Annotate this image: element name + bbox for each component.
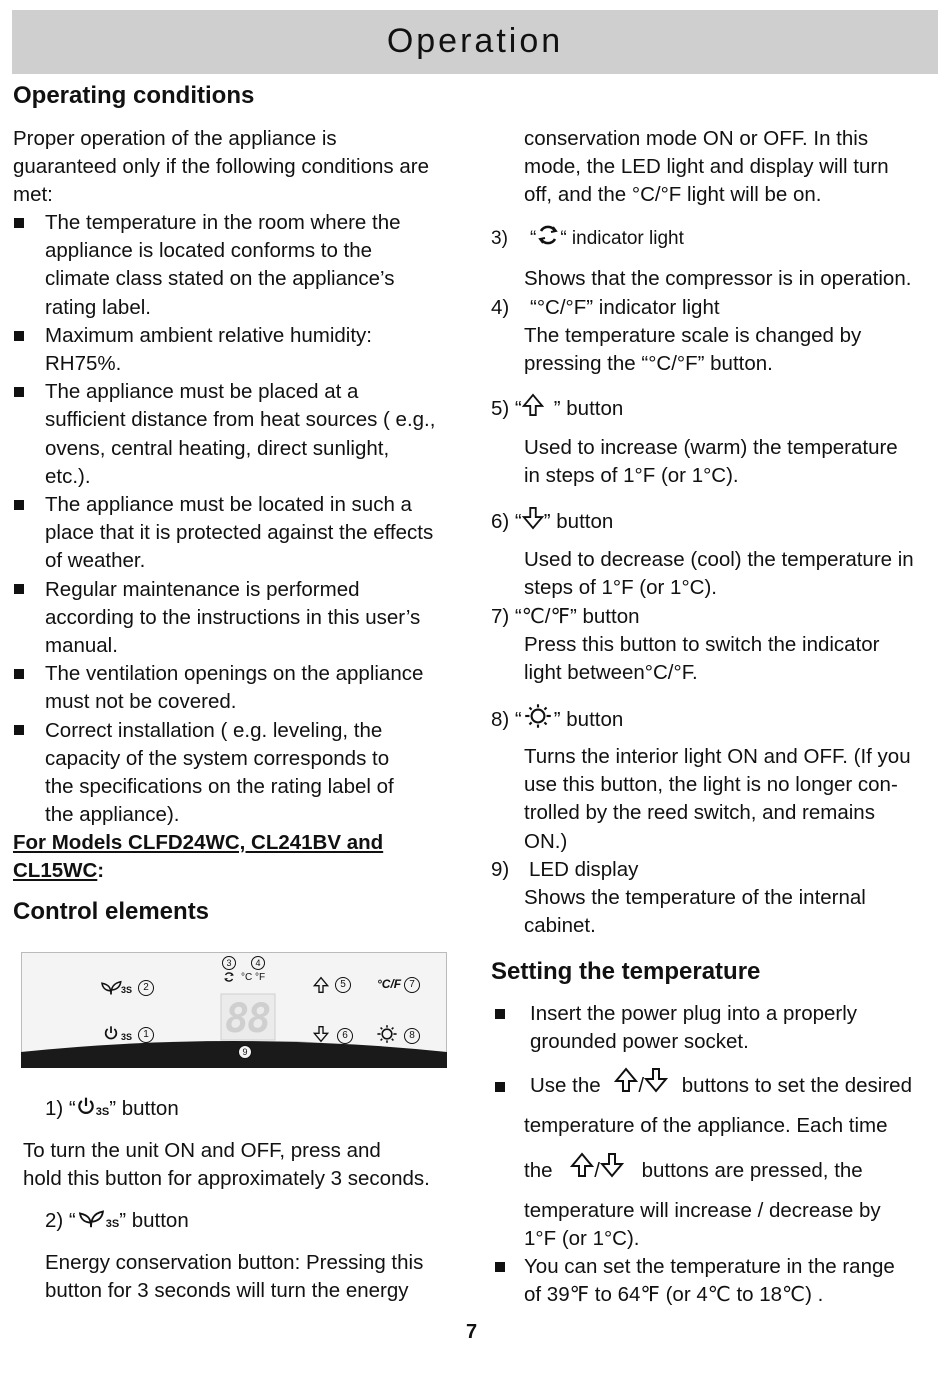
item-7-description: Press this button to switch the indicator light between°C/°F.: [524, 633, 880, 685]
control-panel-figure: 3S 3S °C °F °C/F 88 2 1 3 4 5 6 7 8 9: [21, 952, 447, 1068]
compressor-icon: [536, 223, 560, 247]
list-item: Regular maintenance is performed according to the instructions in this user’s manual.: [45, 577, 421, 658]
cf-button-label: °C/F: [377, 977, 402, 991]
item-7-label: 7) “℃/℉” button: [491, 605, 640, 628]
models-note: For Models CLFD24WC, CL241BV and CL15WC:: [13, 831, 384, 883]
bullet-icon: [495, 1262, 505, 1272]
item-8-label: 8) “ ” button: [491, 703, 623, 734]
list-item: Correct installation ( e.g. leveling, the capacity of the system corresponds to the specifications on the rating label of the appliance).: [45, 718, 394, 827]
callout-7: 7: [404, 977, 420, 993]
item-5-label: 5) “ ” button: [491, 393, 623, 423]
item-9-label: LED display: [529, 858, 639, 881]
list-item: The temperature in the room where the appliance is located conforms to the climate class stated on the appliance’s rating label.: [45, 211, 401, 319]
bullet-icon: [14, 331, 24, 341]
page-title: Operation: [386, 22, 564, 60]
temp-down-icon: [600, 1151, 624, 1179]
setting-step-2-line-2: temperature of the appliance. Each time: [524, 1114, 888, 1137]
item-9-number: 9): [491, 858, 510, 881]
item-3-description: Shows that the compressor is in operation.: [524, 267, 912, 290]
callout-8: 8: [404, 1028, 420, 1044]
power-icon: [103, 1025, 119, 1041]
light-icon: [522, 703, 554, 729]
temp-up-icon: [614, 1066, 638, 1094]
setting-step-2-line-4: temperature will increase / decrease by 1°F (or 1°C).: [524, 1199, 881, 1251]
bullet-icon: [14, 584, 24, 594]
temp-down-icon: [644, 1066, 668, 1094]
item-6-label: 6) “ ” button: [491, 506, 613, 536]
temp-up-icon: [570, 1151, 594, 1179]
power-icon: [76, 1095, 96, 1117]
item-6-description: Used to decrease (cool) the temperature in steps of 1°F (or 1°C).: [524, 548, 914, 600]
temp-up-icon: [522, 393, 544, 417]
temp-down-icon: [522, 506, 544, 530]
item-3-label: “ “ indicator light: [530, 223, 684, 250]
callout-3: 3: [222, 956, 236, 970]
item-5-description: Used to increase (warm) the temperature in steps of 1°F (or 1°C).: [524, 436, 898, 488]
compressor-indicator-icon: [223, 971, 235, 983]
setting-step-1: Insert the power plug into a properly grounded power socket.: [530, 1002, 858, 1054]
item-1-label: 1) “ 3S” button: [45, 1097, 179, 1120]
bullet-icon: [495, 1082, 505, 1092]
intro-text: Proper operation of the appliance is guaranteed only if the following conditions are met:: [13, 127, 429, 207]
temp-down-icon: [313, 1024, 329, 1044]
operating-conditions-heading: Operating conditions: [13, 82, 255, 109]
item-2-description: Energy conservation button: Pressing this button for 3 seconds will turn the energy: [45, 1251, 424, 1303]
item-9-description: Shows the temperature of the internal cabinet.: [524, 886, 866, 938]
bullet-icon: [14, 669, 24, 679]
callout-1: 1: [138, 1027, 154, 1043]
eco-icon: [76, 1207, 106, 1229]
item-4-number: 4): [491, 296, 510, 319]
setting-temperature-heading: Setting the temperature: [491, 958, 761, 985]
item-4-description: The temperature scale is changed by pressing the “°C/°F” button.: [524, 324, 862, 376]
item-3-number: 3): [491, 228, 508, 249]
bullet-icon: [14, 500, 24, 510]
item-8-description: Turns the interior light ON and OFF. (If you use this button, the light is no longer con- trolled by the reed switch, and remains ON.): [524, 745, 911, 853]
bullet-icon: [14, 387, 24, 397]
setting-step-3: You can set the temperature in the range of 39℉ to 64℉ (or 4℃ to 18℃) .: [524, 1255, 895, 1307]
callout-6: 6: [337, 1028, 353, 1044]
light-icon: [375, 1024, 399, 1044]
bullet-icon: [14, 218, 24, 228]
setting-step-2-line-1: Use the / buttons to set the desired: [530, 1066, 912, 1100]
page-number: 7: [466, 1321, 478, 1343]
led-display: 88: [225, 996, 270, 1042]
item-1-description: To turn the unit ON and OFF, press and hold this button for approximately 3 seconds.: [23, 1139, 430, 1191]
setting-step-2-line-3: the / buttons are pressed, the: [524, 1151, 863, 1185]
bullet-icon: [495, 1009, 505, 1019]
callout-4: 4: [251, 956, 265, 970]
callout-2: 2: [138, 980, 154, 996]
list-item: The appliance must be placed at a sufficient distance from heat sources ( e.g., ovens, central heating, direct sunlight, etc.).: [45, 380, 436, 488]
control-elements-heading: Control elements: [13, 898, 210, 925]
conditions-list: [45, 209, 485, 829]
callout-9: 9: [238, 1045, 252, 1059]
bullet-icon: [14, 725, 24, 735]
callout-5: 5: [335, 977, 351, 993]
header-bar: [12, 10, 938, 74]
item-2-label: 2) “ 3S” button: [45, 1209, 189, 1232]
list-item: The ventilation openings on the appliance must not be covered.: [45, 662, 424, 714]
list-item: Maximum ambient relative humidity: RH75%.: [45, 323, 372, 376]
item-4-label: “°C/°F” indicator light: [530, 296, 720, 319]
item-2-description-continued: conservation mode ON or OFF. In this mode, the LED light and display will turn off, and the °C/°F light will be on.: [524, 127, 889, 207]
temp-up-icon: [313, 975, 329, 995]
list-item: The appliance must be located in such a place that it is protected against the effects of weather.: [45, 493, 434, 573]
eco-icon: [99, 978, 123, 996]
